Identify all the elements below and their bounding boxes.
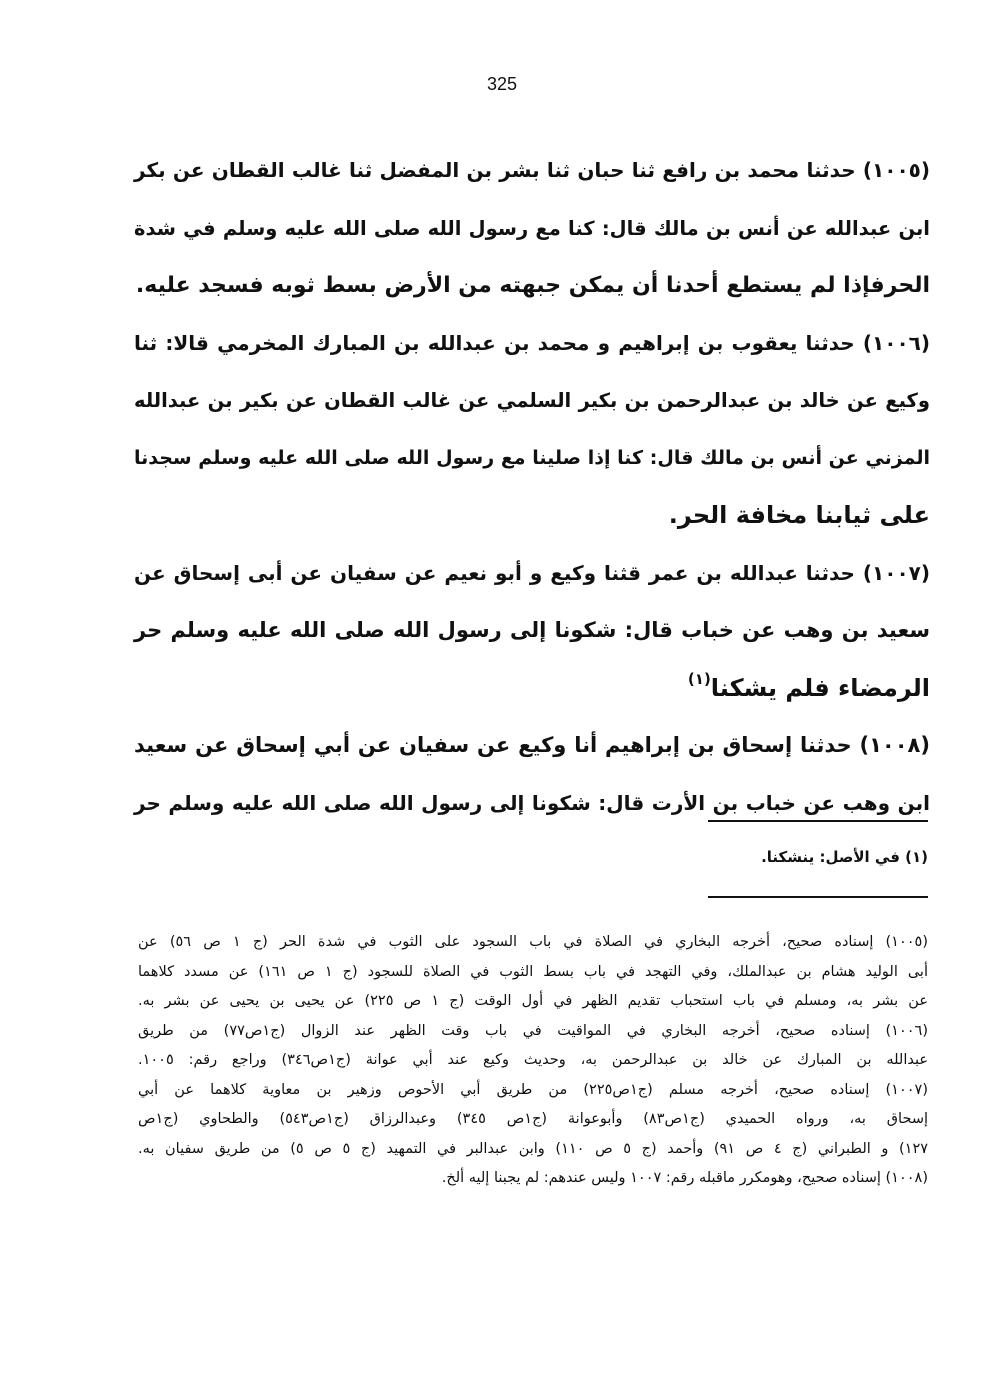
hadith-line: (١٠٠٨) حدثنا إسحاق بن إبراهيم أنا وكيع عن سفيان عن أبي إسحاق عن سعيد (134, 733, 930, 757)
note-line: (١٠٠٧) إسناده صحيح، أخرجه مسلم (ج١ص٢٢٥) من طريق أبي الأحوص وزهير بن معاوية كلاهما عن أبي (138, 1081, 928, 1098)
note-line: عن بشر به، ومسلم في باب استحباب تقديم الظهر في أول الوقت (ج ١ ص ٢٢٥) عن يحيى بن يحيى عن بشر به. (138, 993, 928, 1009)
page-number: 325 (486, 74, 518, 94)
notes-divider (708, 896, 928, 898)
hadith-line: (١٠٠٧) حدثنا عبدالله بن عمر قثنا وكيع و أبو نعيم عن سفيان عن أبى إسحاق عن (134, 560, 930, 585)
note-line: ١٢٧) و الطبراني (ج ٤ ص ٩١) وأحمد (ج ٥ ص ١١٠) وابن عبدالبر في التمهيد (ج ٥ ص ٥) من طريق سفيان به. (138, 1140, 929, 1157)
note-line: عبدالله بن المبارك عن خالد بن عبدالرحمن به، وحديث وكيع عند أبي عوانة (ج١ص٣٤٦) وراجع رقم: ١٠٠٥. (138, 1052, 928, 1068)
hadith-line: سعيد بن وهب عن خباب قال: شكونا إلى رسول الله صلى الله عليه وسلم حر (134, 618, 930, 642)
hadith-line: (١٠٠٦) حدثنا يعقوب بن إبراهيم و محمد بن عبدالله بن المبارك المخرمي قالا: ثنا (134, 330, 930, 355)
note-line: أبى الوليد هشام بن عبدالملك، وفي التهجد في باب بسط الثوب في الصلاة للسجود (ج ١ ص ١٦١) عن مسدد كلاهما (138, 963, 928, 980)
footnote-marker: (١) (687, 669, 711, 688)
footnote-divider (708, 820, 928, 822)
hadith-line-text: الرمضاء فلم يشكنا (710, 673, 930, 702)
note-line: (١٠٠٨) إسناده صحيح، وهومكرر ماقبله رقم: ١٠٠٧ وليس عندهم: لم يجبنا إليه ألخ. (441, 1170, 928, 1186)
hadith-line-with-footnote (134, 660, 930, 718)
note-line: إسحاق به، ورواه الحميدي (ج١ص٨٣) وأبوعوانة (ج١ص ٣٤٥) وعبدالرزاق (ج١ص٥٤٣) والطحاوي (ج١ص (138, 1111, 928, 1127)
hadith-line: وكيع عن خالد بن عبدالرحمن بن بكير السلمي عن غالب القطان عن بكير بن عبدالله (134, 389, 930, 412)
note-line: (١٠٠٥) إسناده صحيح، أخرجه البخاري في الصلاة في باب السجود على الثوب في شدة الحر (ج ١ ص ٥٦) عن (138, 934, 928, 950)
footnote: (١) في الأصل: ينشكنا. (761, 848, 928, 866)
hadith-line: الحرفإذا لم يستطع أحدنا أن يمكن جبهته من الأرض بسط ثوبه فسجد عليه. (135, 273, 930, 298)
hadith-line: ابن عبدالله عن أنس بن مالك قال: كنا مع رسول الله صلى الله عليه وسلم في شدة (134, 216, 930, 240)
hadith-line: على ثيابنا مخافة الحر. (668, 501, 930, 529)
main-text (134, 142, 930, 832)
takhrij-notes (138, 928, 928, 1194)
hadith-line: ابن وهب عن خباب بن الأرت قال: شكونا إلى رسول الله صلى الله عليه وسلم حر (134, 790, 930, 815)
hadith-line: المزني عن أنس بن مالك قال: كنا إذا صلينا مع رسول الله صلى الله عليه وسلم سجدنا (134, 446, 930, 469)
note-line: (١٠٠٦) إسناده صحيح، أخرجه البخاري في المواقيت في باب وقت الظهر عند الزوال (ج١ص٧٧) من طريق (138, 1022, 928, 1039)
hadith-line: (١٠٠٥) حدثنا محمد بن رافع ثنا حبان ثنا بشر بن المفضل ثنا غالب القطان عن بكر (134, 158, 930, 182)
